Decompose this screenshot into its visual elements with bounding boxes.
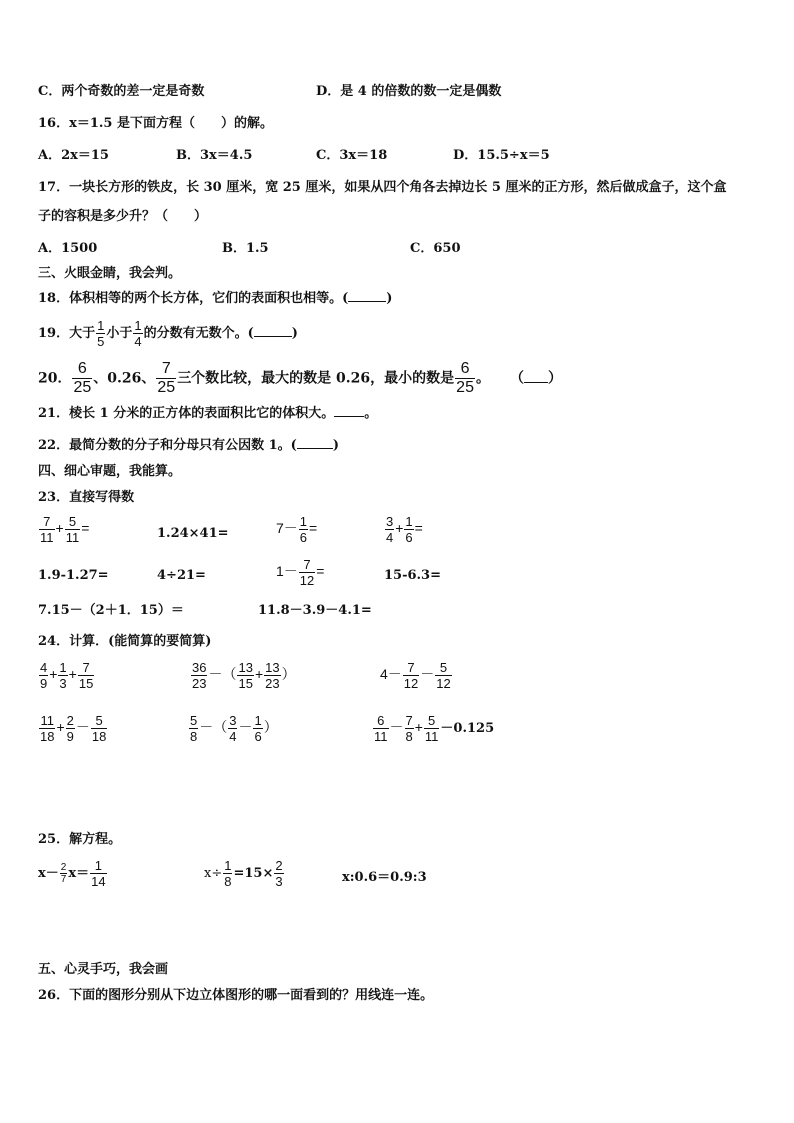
denominator: 18	[91, 729, 107, 744]
equals-sign: =	[414, 520, 423, 536]
numerator: 7	[405, 713, 413, 728]
fraction	[91, 713, 107, 744]
q25-title: 25．解方程。	[38, 832, 122, 847]
denominator: 6	[254, 729, 262, 744]
operator: －	[75, 719, 90, 735]
q24-expr-3	[380, 660, 453, 691]
q17-option-a: A．1500	[38, 241, 98, 256]
numerator: 1	[224, 858, 232, 873]
q21-end: 。	[364, 406, 378, 421]
fraction	[223, 858, 232, 889]
numerator: 2	[66, 713, 74, 728]
denominator: 8	[405, 729, 413, 744]
q23-r2-d: 15-6.3=	[384, 568, 441, 583]
q19-suffix: 的分数有无数个。(	[143, 326, 254, 341]
q24-expr-2	[190, 660, 296, 691]
fraction	[264, 660, 280, 691]
q22-answer-blank[interactable]	[297, 448, 333, 449]
numerator: 3	[386, 514, 394, 529]
q24-title: 24．计算．(能简算的要简算)	[38, 634, 212, 649]
denominator: 25	[456, 379, 474, 396]
fraction	[299, 557, 315, 588]
fraction	[274, 858, 283, 889]
expr-mid: x＝	[68, 866, 90, 881]
fraction-7-25	[156, 360, 176, 397]
denominator: 3	[59, 676, 67, 691]
fraction	[78, 660, 94, 691]
q20-answer-blank[interactable]	[524, 382, 548, 383]
denominator: 11	[65, 530, 80, 545]
q17-line2: 子的容积是多少升？（ ）	[38, 209, 208, 224]
denominator: 12	[436, 676, 451, 691]
q21-text: 21．棱长 1 分米的正方体的表面积比它的体积大。	[38, 406, 335, 421]
section4-heading: 四、细心审题，我能算。	[38, 464, 182, 479]
plus-sign: +	[395, 520, 404, 536]
numerator: 7	[82, 660, 90, 675]
q22	[38, 438, 339, 454]
denominator: 8	[224, 874, 232, 889]
expr-prefix: 7－	[276, 520, 298, 536]
q16-option-b: B．3x＝4.5	[176, 148, 253, 163]
fraction	[189, 713, 198, 744]
denominator: 23	[192, 676, 207, 691]
expr-prefix: x－	[38, 866, 59, 881]
close-paren: ）	[263, 719, 278, 735]
q25-eq-3: x:0.6＝0.9:3	[342, 870, 427, 885]
fraction	[39, 713, 55, 744]
numerator: 5	[190, 713, 198, 728]
section5-heading: 五、心灵手巧，我会画	[38, 962, 169, 977]
fraction	[60, 862, 68, 885]
denominator: 8	[190, 729, 198, 744]
denominator: 25	[157, 379, 176, 396]
numerator: 6	[77, 360, 87, 377]
q19-answer-blank[interactable]	[254, 336, 292, 337]
q26: 26．下面的图形分别从下边立体图形的哪一面看到的？用线连一连。	[38, 988, 434, 1003]
q19-close: )	[291, 326, 298, 341]
q20	[38, 360, 562, 397]
denominator: 25	[73, 379, 92, 396]
fraction-1-4	[133, 318, 142, 349]
denominator: 7	[60, 874, 67, 885]
q18-answer-blank[interactable]	[348, 301, 386, 302]
q16-option-d: D．15.5÷x＝5	[453, 148, 550, 163]
numerator: 5	[439, 660, 448, 675]
operator: +	[56, 719, 65, 735]
q23-r3-b: 11.8－3.9－4.1=	[258, 603, 372, 618]
q21-answer-blank[interactable]	[334, 416, 364, 417]
numerator: 2	[275, 858, 283, 873]
equals-sign: =	[81, 520, 90, 536]
fraction-1-5	[96, 318, 105, 349]
equals-sign: =	[316, 563, 325, 579]
q25-eq-1	[38, 858, 108, 889]
fraction	[299, 514, 308, 545]
q22-close: )	[332, 438, 339, 453]
section3-heading: 三、火眼金睛，我会判。	[38, 266, 182, 281]
denominator: 12	[299, 573, 315, 588]
q24-expr-4	[38, 713, 108, 744]
operator: +	[68, 666, 77, 682]
q16-option-c: C．3x＝18	[316, 148, 388, 163]
denominator: 11	[40, 530, 54, 545]
q23-r2-a: 1.9-1.27=	[38, 568, 109, 583]
q23-r2-c	[276, 557, 324, 588]
fraction	[58, 660, 67, 691]
q19-prefix: 19．大于	[38, 326, 96, 341]
denominator: 9	[40, 676, 48, 691]
fraction	[373, 713, 389, 744]
numerator: 6	[460, 360, 470, 377]
q20-paren-close: ）	[547, 370, 562, 387]
q20-paren-open: （	[509, 370, 524, 387]
numerator: 6	[377, 713, 385, 728]
q19	[38, 318, 298, 349]
fraction	[253, 713, 262, 744]
q23-r3-a: 7.15－（2＋1．15）＝	[38, 603, 184, 618]
numerator: 5	[428, 713, 436, 728]
numerator: 3	[229, 713, 237, 728]
q21	[38, 406, 377, 422]
numerator: 4	[40, 660, 48, 675]
operator: －	[238, 719, 253, 735]
numerator: 1	[254, 713, 262, 728]
q20-text: 三个数比较，最大的数是 0.26，最小的数是	[177, 370, 455, 387]
denominator: 4	[386, 530, 394, 545]
expr-prefix: x÷	[204, 866, 223, 881]
numerator: 2	[60, 862, 67, 873]
q20-end: 。	[475, 370, 490, 387]
denominator: 5	[97, 334, 105, 349]
denominator: 6	[299, 530, 308, 545]
q23-title: 23．直接写得数	[38, 490, 135, 505]
numerator: 1	[299, 514, 308, 529]
fraction	[191, 660, 207, 691]
q24-expr-5	[188, 713, 278, 744]
denominator: 15	[78, 676, 94, 691]
expr-mid: =15×	[233, 866, 274, 881]
q23-r1-c	[276, 514, 317, 545]
denominator: 12	[403, 676, 419, 691]
denominator: 4	[134, 334, 142, 349]
q15-option-d: D．是 4 的倍数的数一定是偶数	[316, 84, 502, 99]
numerator: 13	[238, 660, 253, 675]
denominator: 18	[40, 729, 55, 744]
fraction	[404, 514, 413, 545]
denominator: 11	[374, 729, 388, 744]
q17-option-b: B．1.5	[222, 241, 269, 256]
denominator: 14	[91, 874, 106, 889]
numerator: 11	[40, 713, 54, 728]
q23-r2-b: 4÷21=	[157, 568, 206, 583]
fraction	[403, 660, 419, 691]
q24-expr-6	[372, 713, 494, 744]
fraction	[65, 514, 81, 545]
denominator: 15	[238, 676, 253, 691]
numerator: 1	[405, 514, 413, 529]
q24-expr-1	[38, 660, 95, 691]
q19-mid: 小于	[106, 326, 133, 341]
expr-prefix: 1－	[276, 563, 298, 579]
close-paren: ）	[281, 666, 296, 682]
q18	[38, 291, 392, 307]
fraction	[66, 713, 75, 744]
q22-text: 22．最简分数的分子和分母只有公因数 1。(	[38, 438, 297, 453]
operator: +	[254, 666, 264, 682]
fraction	[237, 660, 253, 691]
operator: －（	[208, 666, 237, 682]
equals-sign: =	[309, 520, 318, 536]
numerator: 1	[134, 318, 142, 333]
plus-sign: +	[55, 520, 64, 536]
fraction	[39, 514, 55, 545]
q18-close: )	[386, 291, 393, 306]
q25-eq-2	[204, 858, 285, 889]
fraction	[424, 713, 440, 744]
denominator: 6	[405, 530, 413, 545]
numerator: 7	[43, 514, 51, 529]
fraction	[90, 858, 106, 889]
q23-r1-d	[384, 514, 423, 545]
q20-prefix: 20．	[38, 370, 72, 387]
operator: +	[414, 719, 423, 735]
fraction	[435, 660, 451, 691]
operator: －	[420, 666, 435, 682]
numerator: 5	[68, 514, 77, 529]
q16-stem: 16．x＝1.5 是下面方程（ ）的解。	[38, 116, 273, 131]
numerator: 1	[59, 660, 67, 675]
numerator: 1	[97, 318, 105, 333]
numerator: 13	[265, 660, 280, 675]
numerator: 5	[95, 713, 103, 728]
denominator: 23	[265, 676, 280, 691]
q18-text: 18．体积相等的两个长方体，它们的表面积也相等。(	[38, 291, 349, 306]
numerator: 36	[192, 660, 207, 675]
operator: －（	[199, 719, 228, 735]
expr-prefix: 4－	[380, 666, 402, 682]
fraction-6-25-b	[455, 360, 475, 397]
fraction	[39, 660, 48, 691]
fraction	[228, 713, 237, 744]
expr-tail: －0.125	[440, 721, 495, 736]
denominator: 9	[66, 729, 74, 744]
denominator: 4	[229, 729, 237, 744]
numerator: 7	[161, 360, 171, 377]
q17-line1: 17．一块长方形的铁皮，长 30 厘米，宽 25 厘米，如果从四个角各去掉边长 5 厘米的正方形，然后做成盒子，这个盒	[38, 180, 727, 195]
q16-option-a: A．2x＝15	[38, 148, 109, 163]
operator: +	[49, 666, 58, 682]
q23-r1-a	[38, 514, 89, 545]
fraction	[385, 514, 394, 545]
q20-sep: 、0.26、	[93, 370, 156, 387]
operator: －	[389, 719, 404, 735]
q17-option-c: C．650	[410, 241, 461, 256]
q23-r1-b: 1.24×41=	[157, 526, 229, 541]
fraction	[405, 713, 414, 744]
numerator: 1	[94, 858, 102, 873]
numerator: 7	[407, 660, 415, 675]
fraction-6-25	[72, 360, 92, 397]
denominator: 3	[275, 874, 283, 889]
denominator: 11	[424, 729, 439, 744]
numerator: 7	[303, 557, 311, 572]
q15-option-c: C．两个奇数的差一定是奇数	[38, 84, 205, 99]
